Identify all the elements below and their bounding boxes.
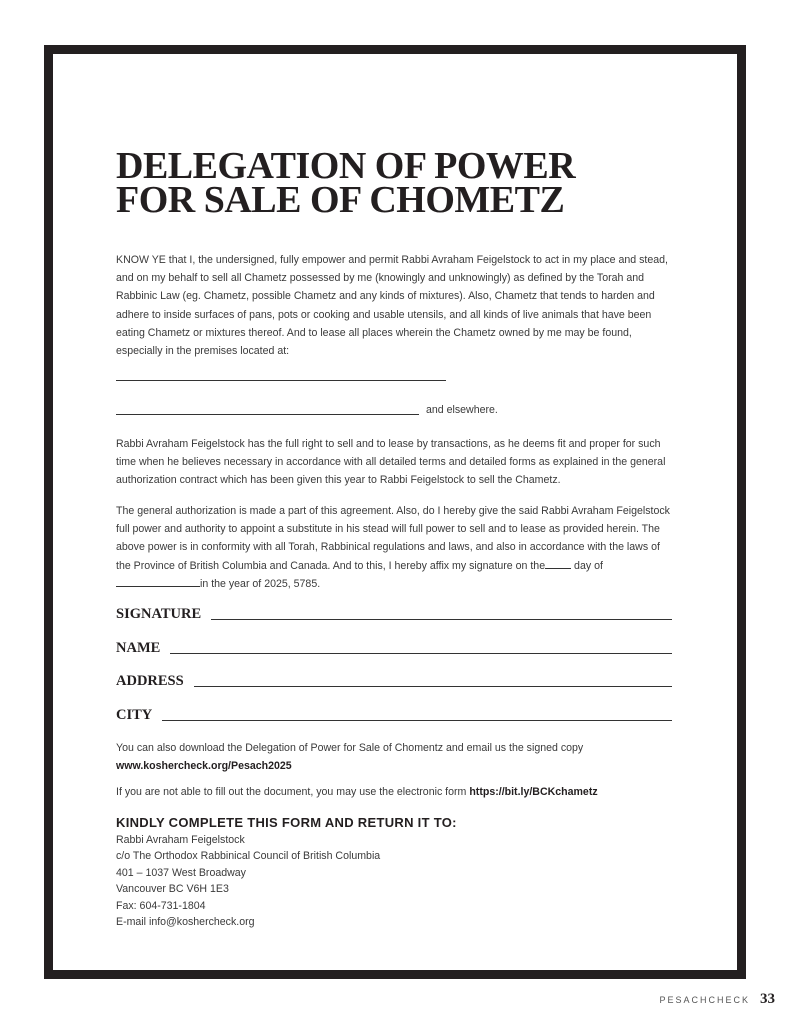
name-label: NAME bbox=[116, 640, 161, 656]
title-line-1: DELEGATION OF POWER bbox=[116, 145, 576, 187]
publication-name: PESACHCHECK bbox=[659, 995, 750, 1005]
signature-field bbox=[116, 602, 672, 622]
premises-line-2[interactable] bbox=[116, 414, 419, 415]
name-field bbox=[116, 636, 672, 656]
address-line: 401 – 1037 West Broadway bbox=[116, 866, 246, 879]
intro-paragraph: KNOW YE that I, the undersigned, fully empower and permit Rabbi Avraham Feigelstock to act in my place and stead, and on my behalf to sell all Chametz possessed by me (knowingly and unknowingly) as defined by the Torah and Rabbinic Law (eg. Chametz, possible Chametz and any kinds of mixtures). Also, Chametz that tends to harden and adhere to inside surfaces of pans, pots or cooking and usable utensils, and all kinds of live animals that have been eating Chametz or mixtures thereof. And to lease all places wherein the Chametz owned by me may be found, especially in the premises located at: bbox=[116, 254, 668, 358]
rights-paragraph: Rabbi Avraham Feigelstock has the full right to sell and to lease by transactions, as he deems fit and proper for such time when he believes necessary in accordance with all detailed terms and detailed forms as explained in the general authorization contract which has been given this year to Rabbi Feigelstock to sell the Chametz. bbox=[116, 438, 666, 487]
day-of-text: day of bbox=[574, 559, 603, 572]
fax-line: Fax: 604-731-1804 bbox=[116, 899, 206, 912]
download-note bbox=[116, 739, 676, 775]
day-blank[interactable] bbox=[545, 558, 571, 569]
electronic-text: If you are not able to fill out the document, you may use the electronic form bbox=[116, 786, 467, 798]
city-line[interactable] bbox=[162, 720, 672, 721]
premises-line-1[interactable] bbox=[116, 380, 446, 381]
address-line: c/o The Orthodox Rabbinical Council of British Columbia bbox=[116, 850, 381, 863]
authorization-text: The general authorization is made a part of this agreement. Also, do I hereby give the said Rabbi Avraham Feigelstock full power and authority to appoint a substitute in his stead will full power to sell and to lease as provided herein. The above power is in conformity with all Torah, Rabbinical regulations and laws, and also in accordance with the laws of the Province of British Columbia and Canada. And to this, I hereby affix my signature on the bbox=[116, 505, 670, 572]
address-field bbox=[116, 669, 672, 689]
page-title bbox=[116, 145, 576, 221]
city-label: CITY bbox=[116, 707, 153, 723]
elsewhere-text: and elsewhere. bbox=[426, 404, 498, 416]
return-heading: KINDLY COMPLETE THIS FORM AND RETURN IT TO: bbox=[116, 815, 457, 830]
authorization-paragraph bbox=[116, 502, 676, 593]
signature-line[interactable] bbox=[211, 619, 672, 620]
address-label: ADDRESS bbox=[116, 673, 184, 689]
download-link[interactable]: www.koshercheck.org/Pesach2025 bbox=[116, 760, 292, 773]
title-line-2: FOR SALE OF CHOMETZ bbox=[116, 179, 565, 221]
return-address bbox=[116, 832, 380, 930]
electronic-note bbox=[116, 783, 676, 801]
address-line[interactable] bbox=[194, 686, 672, 687]
address-line: Rabbi Avraham Feigelstock bbox=[116, 834, 245, 846]
month-blank[interactable] bbox=[116, 576, 200, 587]
address-line: Vancouver BC V6H 1E3 bbox=[116, 883, 229, 896]
page-number: 33 bbox=[760, 991, 775, 1007]
city-field bbox=[116, 703, 672, 723]
download-text: You can also download the Delegation of Power for Sale of Chomentz and email us the signed copy bbox=[116, 742, 584, 754]
year-text: in the year of 2025, 5785. bbox=[200, 577, 321, 590]
signature-label: SIGNATURE bbox=[116, 606, 202, 622]
email-line: E-mail info@koshercheck.org bbox=[116, 916, 255, 929]
name-line[interactable] bbox=[170, 653, 672, 654]
electronic-link[interactable]: https://bit.ly/BCKchametz bbox=[469, 786, 598, 798]
page-footer bbox=[659, 991, 775, 1008]
